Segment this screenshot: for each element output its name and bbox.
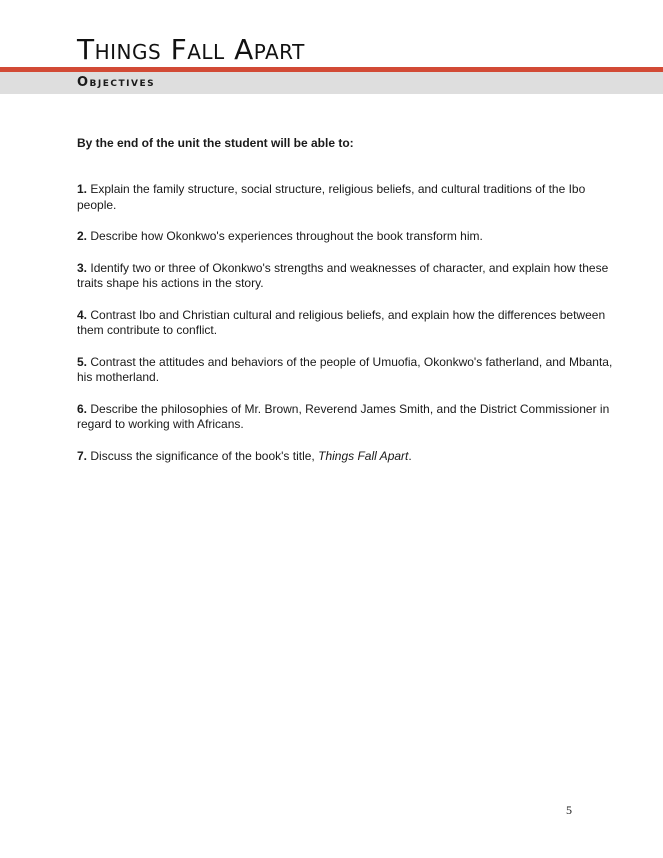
objective-text-end: . bbox=[408, 448, 412, 463]
objectives-list bbox=[77, 182, 629, 480]
intro-text: By the end of the unit the student will be able to: bbox=[77, 136, 354, 150]
objective-text: Discuss the significance of the book's title, bbox=[90, 448, 319, 463]
objective-number: 1. bbox=[77, 182, 88, 196]
objective-number: 7. bbox=[77, 448, 88, 463]
objective-number: 2. bbox=[77, 229, 88, 243]
objective-item bbox=[77, 182, 587, 213]
objective-text: Explain the family structure, social structure, religious beliefs, and cultural traditions of the Ibo people. bbox=[77, 182, 586, 212]
objective-text: Describe the philosophies of Mr. Brown, Reverend James Smith, and the District Commissioner in regard to working with Africans. bbox=[77, 401, 610, 431]
objective-item bbox=[77, 402, 629, 433]
objective-text: Contrast Ibo and Christian cultural and religious beliefs, and explain how the differences between them contribute to conflict. bbox=[77, 307, 606, 337]
objective-number: 5. bbox=[77, 354, 88, 369]
objective-item bbox=[77, 449, 629, 465]
objective-item bbox=[77, 308, 629, 339]
section-heading: Objectives bbox=[77, 75, 156, 90]
objective-item bbox=[77, 261, 629, 292]
objective-text: Contrast the attitudes and behaviors of the people of Umuofia, Okonkwo's fatherland, and Mbanta, his motherland. bbox=[77, 354, 613, 384]
objective-item bbox=[77, 355, 629, 386]
objective-text: Describe how Okonkwo's experiences throughout the book transform him. bbox=[90, 229, 483, 243]
objective-item bbox=[77, 229, 629, 245]
page-number: 5 bbox=[566, 803, 572, 817]
objective-number: 3. bbox=[77, 260, 88, 275]
objective-text: Identify two or three of Okonkwo's strengths and weaknesses of character, and explain how these traits shape his actions in the story. bbox=[77, 260, 609, 290]
objective-number: 6. bbox=[77, 401, 88, 416]
objective-number: 4. bbox=[77, 307, 88, 322]
book-title-italic: Things Fall Apart bbox=[318, 448, 409, 463]
page-title: Things Fall Apart bbox=[77, 33, 305, 66]
